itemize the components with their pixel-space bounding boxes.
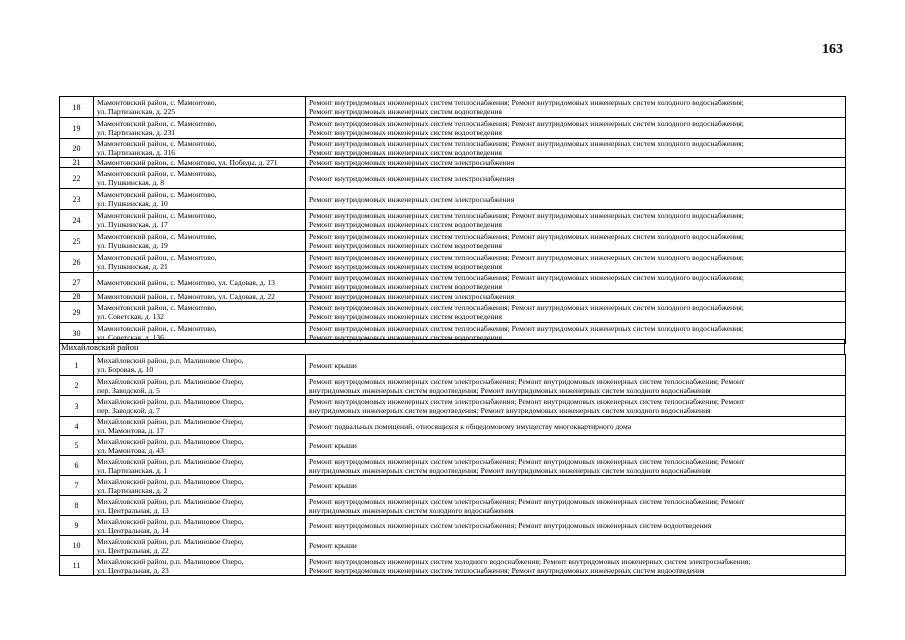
works-cell [306, 417, 846, 436]
region-heading-mikhailovsky: Михайловский район [59, 339, 845, 354]
address-line-1: Мамонтовский район, с. Мамонтово, [97, 324, 217, 333]
address-line-2: ул. Центральная, д. 14 [97, 525, 169, 535]
row-number: 28 [60, 292, 94, 302]
address-line-1: Мамонтовский район, с. Мамонтово, [97, 211, 217, 220]
works-line-1: Ремонт внутридомовых инженерных систем электроснабжения; Ремонт внутридомовых инженерных систем теплоснабжения; Ремонт [309, 496, 745, 506]
works-cell [306, 118, 846, 139]
address-line-1: Михайловский район, р.п. Малиновое Озеро, [97, 556, 244, 566]
address-line-2: ул. Партизанская, д. 316 [97, 148, 176, 157]
row-number: 9 [60, 516, 94, 536]
works-line-2: Ремонт внутридомовых инженерных систем теплоснабжения; Ремонт внутридомовых инженерных систем водоотведения [309, 565, 705, 575]
works-line-1: Ремонт крыши [309, 481, 357, 490]
address-line-1: Михайловский район, р.п. Малиновое Озеро, [97, 397, 244, 406]
row-number: 7 [60, 476, 94, 496]
works-line-1: Ремонт крыши [309, 360, 357, 370]
row-number: 10 [60, 536, 94, 556]
works-line-1: Ремонт внутридомовых инженерных систем теплоснабжения; Ремонт внутридомовых инженерных систем холодного водоснабжения; [309, 232, 744, 241]
row-number: 19 [60, 118, 94, 139]
address-line-1: Мамонтовский район, с. Мамонтово, ул. Победы, д. 271 [97, 158, 278, 167]
works-line-2: внутридомовых инженерных систем холодного водоснабжения [309, 505, 514, 515]
address-line-2: ул. Центральная, д. 23 [97, 565, 169, 575]
works-line-2: Ремонт внутридомовых инженерных систем водоотведения [309, 262, 502, 271]
works-line-1: Ремонт внутридомовых инженерных систем теплоснабжения; Ремонт внутридомовых инженерных систем холодного водоснабжения; [309, 303, 744, 312]
works-line-1: Ремонт внутридомовых инженерных систем теплоснабжения; Ремонт внутридомовых инженерных систем холодного водоснабжения; [309, 273, 744, 282]
works-line-2: внутридомовых инженерных систем водоотведения; Ремонт внутридомовых инженерных систем холодного водоснабжения [309, 385, 711, 395]
address-line-1: Мамонтовский район, с. Мамонтово, ул. Садовая, д. 13 [97, 277, 275, 287]
row-number: 3 [60, 396, 94, 417]
works-line-2: Ремонт внутридомовых инженерных систем водоотведения [309, 312, 502, 321]
works-cell [306, 496, 846, 516]
address-line-1: Мамонтовский район, с. Мамонтово, [97, 190, 217, 199]
address-line-1: Мамонтовский район, с. Мамонтово, [97, 303, 217, 312]
works-line-1: Ремонт внутридомовых инженерных систем электроснабжения; Ремонт внутридомовых инженерных систем теплоснабжения; Ремонт [309, 456, 745, 466]
table-row [60, 292, 846, 302]
address-line-1: Мамонтовский район, с. Мамонтово, [97, 253, 217, 262]
works-cell [306, 210, 846, 231]
table-row [60, 273, 846, 292]
address-line-1: Мамонтовский район, с. Мамонтово, ул. Садовая, д. 22 [97, 292, 275, 301]
row-number: 18 [60, 97, 94, 118]
row-number: 26 [60, 252, 94, 273]
table-row [60, 556, 846, 576]
row-number: 21 [60, 158, 94, 168]
address-cell [94, 456, 306, 476]
table-row [60, 189, 846, 210]
table-row [60, 210, 846, 231]
address-cell [94, 536, 306, 556]
address-line-1: Михайловский район, р.п. Малиновое Озеро, [97, 356, 244, 365]
row-number: 11 [60, 556, 94, 576]
works-line-1: Ремонт внутридомовых инженерных систем электроснабжения [309, 292, 515, 301]
address-line-1: Михайловский район, р.п. Малиновое Озеро, [97, 417, 244, 426]
works-line-2: Ремонт внутридомовых инженерных систем водоотведения [309, 107, 502, 116]
works-cell [306, 292, 846, 302]
works-line-1: Ремонт крыши [309, 441, 357, 450]
address-line-2: ул. Пушкинская, д. 21 [97, 262, 168, 271]
works-cell [306, 97, 846, 118]
address-cell [94, 118, 306, 139]
works-line-2: Ремонт внутридомовых инженерных систем водоотведения [309, 148, 502, 157]
address-cell [94, 158, 306, 168]
table-row [60, 456, 846, 476]
address-line-2: ул. Партизанская, д. 225 [97, 107, 176, 116]
row-number: 20 [60, 139, 94, 158]
address-line-1: Мамонтовский район, с. Мамонтово, [97, 119, 217, 128]
address-line-1: Мамонтовский район, с. Мамонтово, [97, 139, 217, 148]
works-line-1: Ремонт внутридомовых инженерных систем электроснабжения [309, 158, 515, 167]
address-cell [94, 231, 306, 252]
works-cell [306, 168, 846, 189]
address-cell [94, 556, 306, 576]
table-row [60, 139, 846, 158]
address-line-2: ул. Пушкинская, д. 10 [97, 199, 168, 208]
address-line-1: Михайловский район, р.п. Малиновое Озеро, [97, 516, 244, 526]
works-cell [306, 536, 846, 556]
address-line-2: ул. Центральная, д. 22 [97, 545, 169, 555]
address-cell [94, 139, 306, 158]
table-row [60, 168, 846, 189]
row-number: 6 [60, 456, 94, 476]
works-cell [306, 476, 846, 496]
works-line-2: Ремонт внутридомовых инженерных систем водоотведения [309, 282, 502, 291]
works-line-2: Ремонт внутридомовых инженерных систем водоотведения [309, 241, 502, 250]
address-cell [94, 273, 306, 292]
works-cell [306, 456, 846, 476]
works-line-1: Ремонт внутридомовых инженерных систем теплоснабжения; Ремонт внутридомовых инженерных систем холодного водоснабжения; [309, 253, 744, 262]
works-line-2: внутридомовых инженерных систем водоотведения; Ремонт внутридомовых инженерных систем холодного водоснабжения [309, 465, 711, 475]
mikhailovsky-works-table [59, 354, 846, 576]
works-cell [306, 355, 846, 376]
address-line-2: пер. Заводской, д. 7 [97, 406, 160, 415]
works-cell [306, 273, 846, 292]
address-line-2: ул. Советская, д. 132 [97, 312, 164, 321]
row-number: 29 [60, 302, 94, 323]
address-line-2: ул. Пушкинская, д. 19 [97, 241, 168, 250]
works-line-2: внутридомовых инженерных систем водоотведения; Ремонт внутридомовых инженерных систем холодного водоснабжения [309, 406, 711, 415]
table-row [60, 355, 846, 376]
table-row [60, 158, 846, 168]
row-number: 8 [60, 496, 94, 516]
works-line-2: Ремонт внутридомовых инженерных систем водоотведения [309, 333, 502, 342]
works-line-1: Ремонт внутридомовых инженерных систем теплоснабжения; Ремонт внутридомовых инженерных систем холодного водоснабжения; [309, 139, 744, 148]
row-number: 27 [60, 273, 94, 292]
works-line-1: Ремонт внутридомовых инженерных систем холодного водоснабжения; Ремонт внутридомовых инженерных систем электроснабжения; [309, 556, 751, 566]
address-line-1: Михайловский район, р.п. Малиновое Озеро, [97, 536, 244, 546]
works-cell [306, 189, 846, 210]
works-line-1: Ремонт подвальных помещений, относящихся к общедомовому имуществу многоквартирного дома [309, 421, 632, 431]
works-line-1: Ремонт внутридомовых инженерных систем электроснабжения; Ремонт внутридомовых инженерных систем теплоснабжения; Ремонт [309, 397, 745, 406]
works-line-2: Ремонт внутридомовых инженерных систем водоотведения [309, 128, 502, 137]
address-line-1: Михайловский район, р.п. Малиновое Озеро, [97, 496, 244, 506]
address-cell [94, 302, 306, 323]
address-line-2: ул. Центральная, д. 13 [97, 505, 169, 515]
works-line-2: Ремонт внутридомовых инженерных систем водоотведения [309, 220, 502, 229]
table-row [60, 476, 846, 496]
address-line-2: ул. Партизанская, д. 231 [97, 128, 176, 137]
works-cell [306, 139, 846, 158]
row-number: 25 [60, 231, 94, 252]
row-number: 23 [60, 189, 94, 210]
works-line-1: Ремонт внутридомовых инженерных систем электроснабжения; Ремонт внутридомовых инженерных систем теплоснабжения; Ремонт [309, 376, 745, 386]
row-number: 30 [60, 323, 94, 344]
table-row [60, 118, 846, 139]
works-cell [306, 302, 846, 323]
works-cell [306, 396, 846, 417]
table-row [60, 436, 846, 456]
address-cell [94, 189, 306, 210]
table-row [60, 496, 846, 516]
row-number: 1 [60, 355, 94, 376]
works-line-1: Ремонт внутридомовых инженерных систем теплоснабжения; Ремонт внутридомовых инженерных систем холодного водоснабжения; [309, 119, 744, 128]
address-cell [94, 376, 306, 396]
table-row [60, 252, 846, 273]
address-line-1: Мамонтовский район, с. Мамонтово, [97, 232, 217, 241]
works-cell [306, 556, 846, 576]
works-line-1: Ремонт внутридомовых инженерных систем теплоснабжения; Ремонт внутридомовых инженерных систем холодного водоснабжения; [309, 211, 744, 220]
address-cell [94, 516, 306, 536]
address-line-2: ул. Советская, д. 136 [97, 333, 164, 342]
row-number: 24 [60, 210, 94, 231]
address-line-1: Михайловский район, р.п. Малиновое Озеро, [97, 436, 244, 446]
works-cell [306, 376, 846, 396]
address-line-1: Мамонтовский район, с. Мамонтово, [97, 98, 217, 107]
table-row [60, 536, 846, 556]
page-number: 163 [822, 42, 843, 57]
address-line-2: ул. Пушкинская, д. 8 [97, 178, 165, 187]
works-line-1: Ремонт внутридомовых инженерных систем электроснабжения [309, 194, 515, 204]
address-cell [94, 210, 306, 231]
works-cell [306, 252, 846, 273]
works-line-1: Ремонт внутридомовых инженерных систем теплоснабжения; Ремонт внутридомовых инженерных систем холодного водоснабжения; [309, 98, 744, 107]
address-cell [94, 97, 306, 118]
address-line-2: ул. Боровая, д. 10 [97, 365, 154, 374]
address-line-1: Мамонтовский район, с. Мамонтово, [97, 169, 217, 178]
table-row [60, 97, 846, 118]
address-line-1: Михайловский район, р.п. Малиновое Озеро, [97, 376, 244, 386]
table-row [60, 376, 846, 396]
address-cell [94, 396, 306, 417]
row-number: 22 [60, 168, 94, 189]
row-number: 4 [60, 417, 94, 436]
address-cell [94, 417, 306, 436]
address-line-2: ул. Партизанская, д. 1 [97, 465, 168, 475]
works-line-1: Ремонт внутридомовых инженерных систем теплоснабжения; Ремонт внутридомовых инженерных систем холодного водоснабжения; [309, 324, 744, 333]
address-cell [94, 436, 306, 456]
works-cell [306, 436, 846, 456]
address-cell [94, 292, 306, 302]
address-line-1: Михайловский район, р.п. Малиновое Озеро, [97, 456, 244, 466]
table-row [60, 516, 846, 536]
row-number: 5 [60, 436, 94, 456]
address-line-2: ул. Партизанская, д. 2 [97, 485, 168, 495]
table-row [60, 302, 846, 323]
works-cell [306, 158, 846, 168]
works-line-1: Ремонт внутридомовых инженерных систем электроснабжения; Ремонт внутридомовых инженерных систем водоотведения [309, 521, 712, 530]
address-cell [94, 168, 306, 189]
address-line-1: Михайловский район, р.п. Малиновое Озеро, [97, 476, 244, 486]
address-line-2: ул. Мамонтова, д. 43 [97, 445, 164, 455]
mamontovo-table-body [60, 97, 846, 344]
address-cell [94, 252, 306, 273]
address-cell [94, 476, 306, 496]
row-number: 2 [60, 376, 94, 396]
address-cell [94, 496, 306, 516]
table-row [60, 396, 846, 417]
works-line-1: Ремонт крыши [309, 541, 357, 550]
table-row [60, 417, 846, 436]
works-line-1: Ремонт внутридомовых инженерных систем электроснабжения [309, 173, 515, 183]
mikhailovsky-table-body [60, 355, 846, 576]
table-row [60, 231, 846, 252]
address-cell [94, 355, 306, 376]
works-cell [306, 231, 846, 252]
address-line-2: пер. Заводской, д. 5 [97, 385, 160, 395]
works-cell [306, 516, 846, 536]
address-line-2: ул. Мамонтова, д. 17 [97, 426, 164, 435]
address-line-2: ул. Пушкинская, д. 17 [97, 220, 168, 229]
mamontovo-works-table [59, 96, 846, 344]
